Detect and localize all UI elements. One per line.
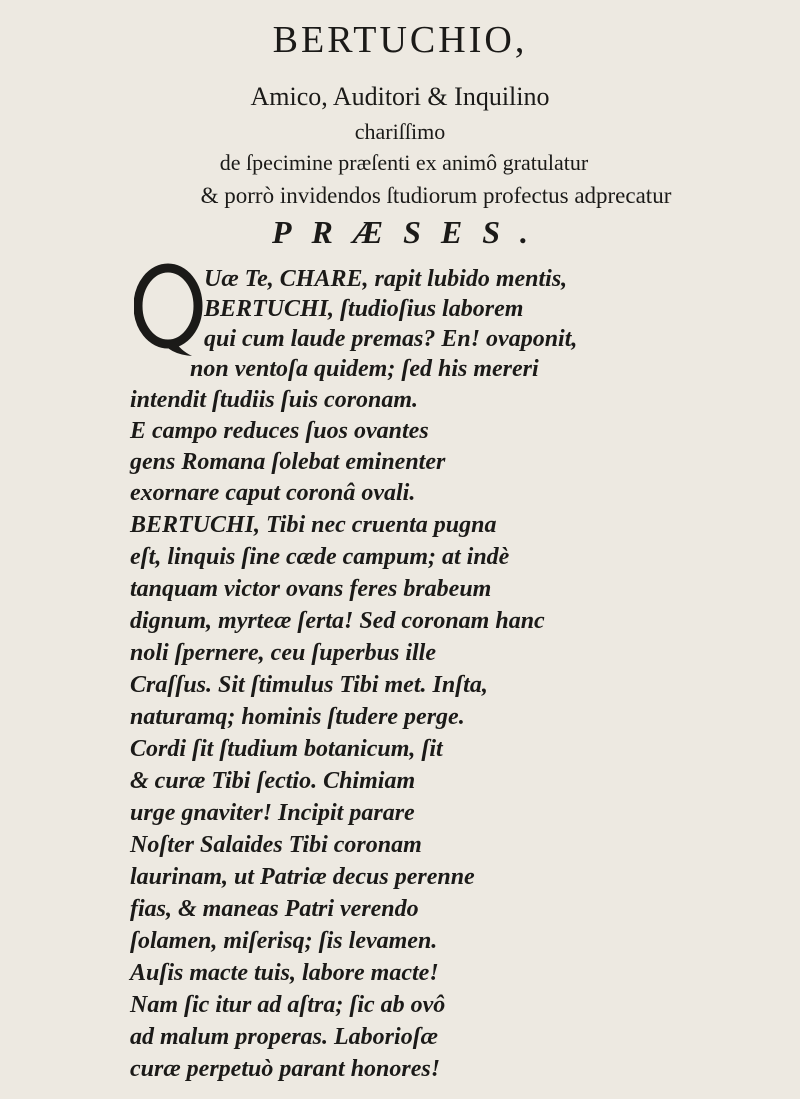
dedication-line: chariſſimo <box>354 119 446 144</box>
praeses-signature: PRÆSES. <box>271 214 549 250</box>
poem-line: ſolamen, miſerisq; ſis levamen. <box>130 928 438 954</box>
poem-line: exornare caput coronâ ovali. <box>130 480 416 506</box>
poem-line: qui cum laude premas? En! ovaponit, <box>204 326 578 352</box>
poem-line: eſt, linquis ſine cæde campum; at indè <box>130 544 510 570</box>
poem-line: urge gnaviter! Incipit parare <box>130 800 415 826</box>
poem-line: intendit ſtudiis ſuis coronam. <box>130 387 419 413</box>
poem-line: BERTUCHI, ſtudioſius laborem <box>204 296 524 322</box>
dedication-name-heading: BERTUCHIO, <box>272 19 528 61</box>
poem-line: dignum, myrteæ ſerta! Sed coronam hanc <box>130 608 545 634</box>
poem-line: Uæ Te, CHARE, rapit lubido mentis, <box>204 266 568 292</box>
poem-line: BERTUCHI, Tibi nec cruenta pugna <box>130 512 497 538</box>
poem-line: E campo reduces ſuos ovantes <box>130 418 429 444</box>
poem-line: curæ perpetuò parant honores! <box>130 1056 441 1082</box>
poem-line: laurinam, ut Patriæ decus perenne <box>130 864 475 890</box>
poem-line: ad malum properas. Laborioſæ <box>130 1024 439 1050</box>
poem-line: noli ſpernere, ceu ſuperbus ille <box>130 640 436 666</box>
poem-line: fias, & maneas Patri verendo <box>130 896 419 922</box>
poem-line: Cordi ſit ſtudium botanicum, ſit <box>130 736 443 762</box>
poem-line: non ventoſa quidem; ſed his mereri <box>190 356 539 382</box>
dedication-line: & porrò invidendos ſtudiorum profectus adprecatur <box>200 183 672 208</box>
poem-line: naturamq; hominis ſtudere perge. <box>130 704 465 730</box>
poem-line: Craſſus. Sit ſtimulus Tibi met. Inſta, <box>130 672 488 698</box>
dedication-line: de ſpecimine præſenti ex animô gratulatur <box>219 150 589 175</box>
poem-line: gens Romana ſolebat eminenter <box>130 449 446 475</box>
poem-line: Nam ſic itur ad aſtra; ſic ab ovô <box>130 992 446 1018</box>
poem-line: Auſis macte tuis, labore macte! <box>130 960 439 986</box>
poem-line: Noſter Salaides Tibi coronam <box>130 832 422 858</box>
poem-line: tanquam victor ovans feres brabeum <box>130 576 492 602</box>
dedication-line: Amico, Auditori & Inquilino <box>250 82 550 111</box>
poem-line: & curæ Tibi ſectio. Chimiam <box>130 768 416 794</box>
decorated-initial-q <box>134 262 204 360</box>
